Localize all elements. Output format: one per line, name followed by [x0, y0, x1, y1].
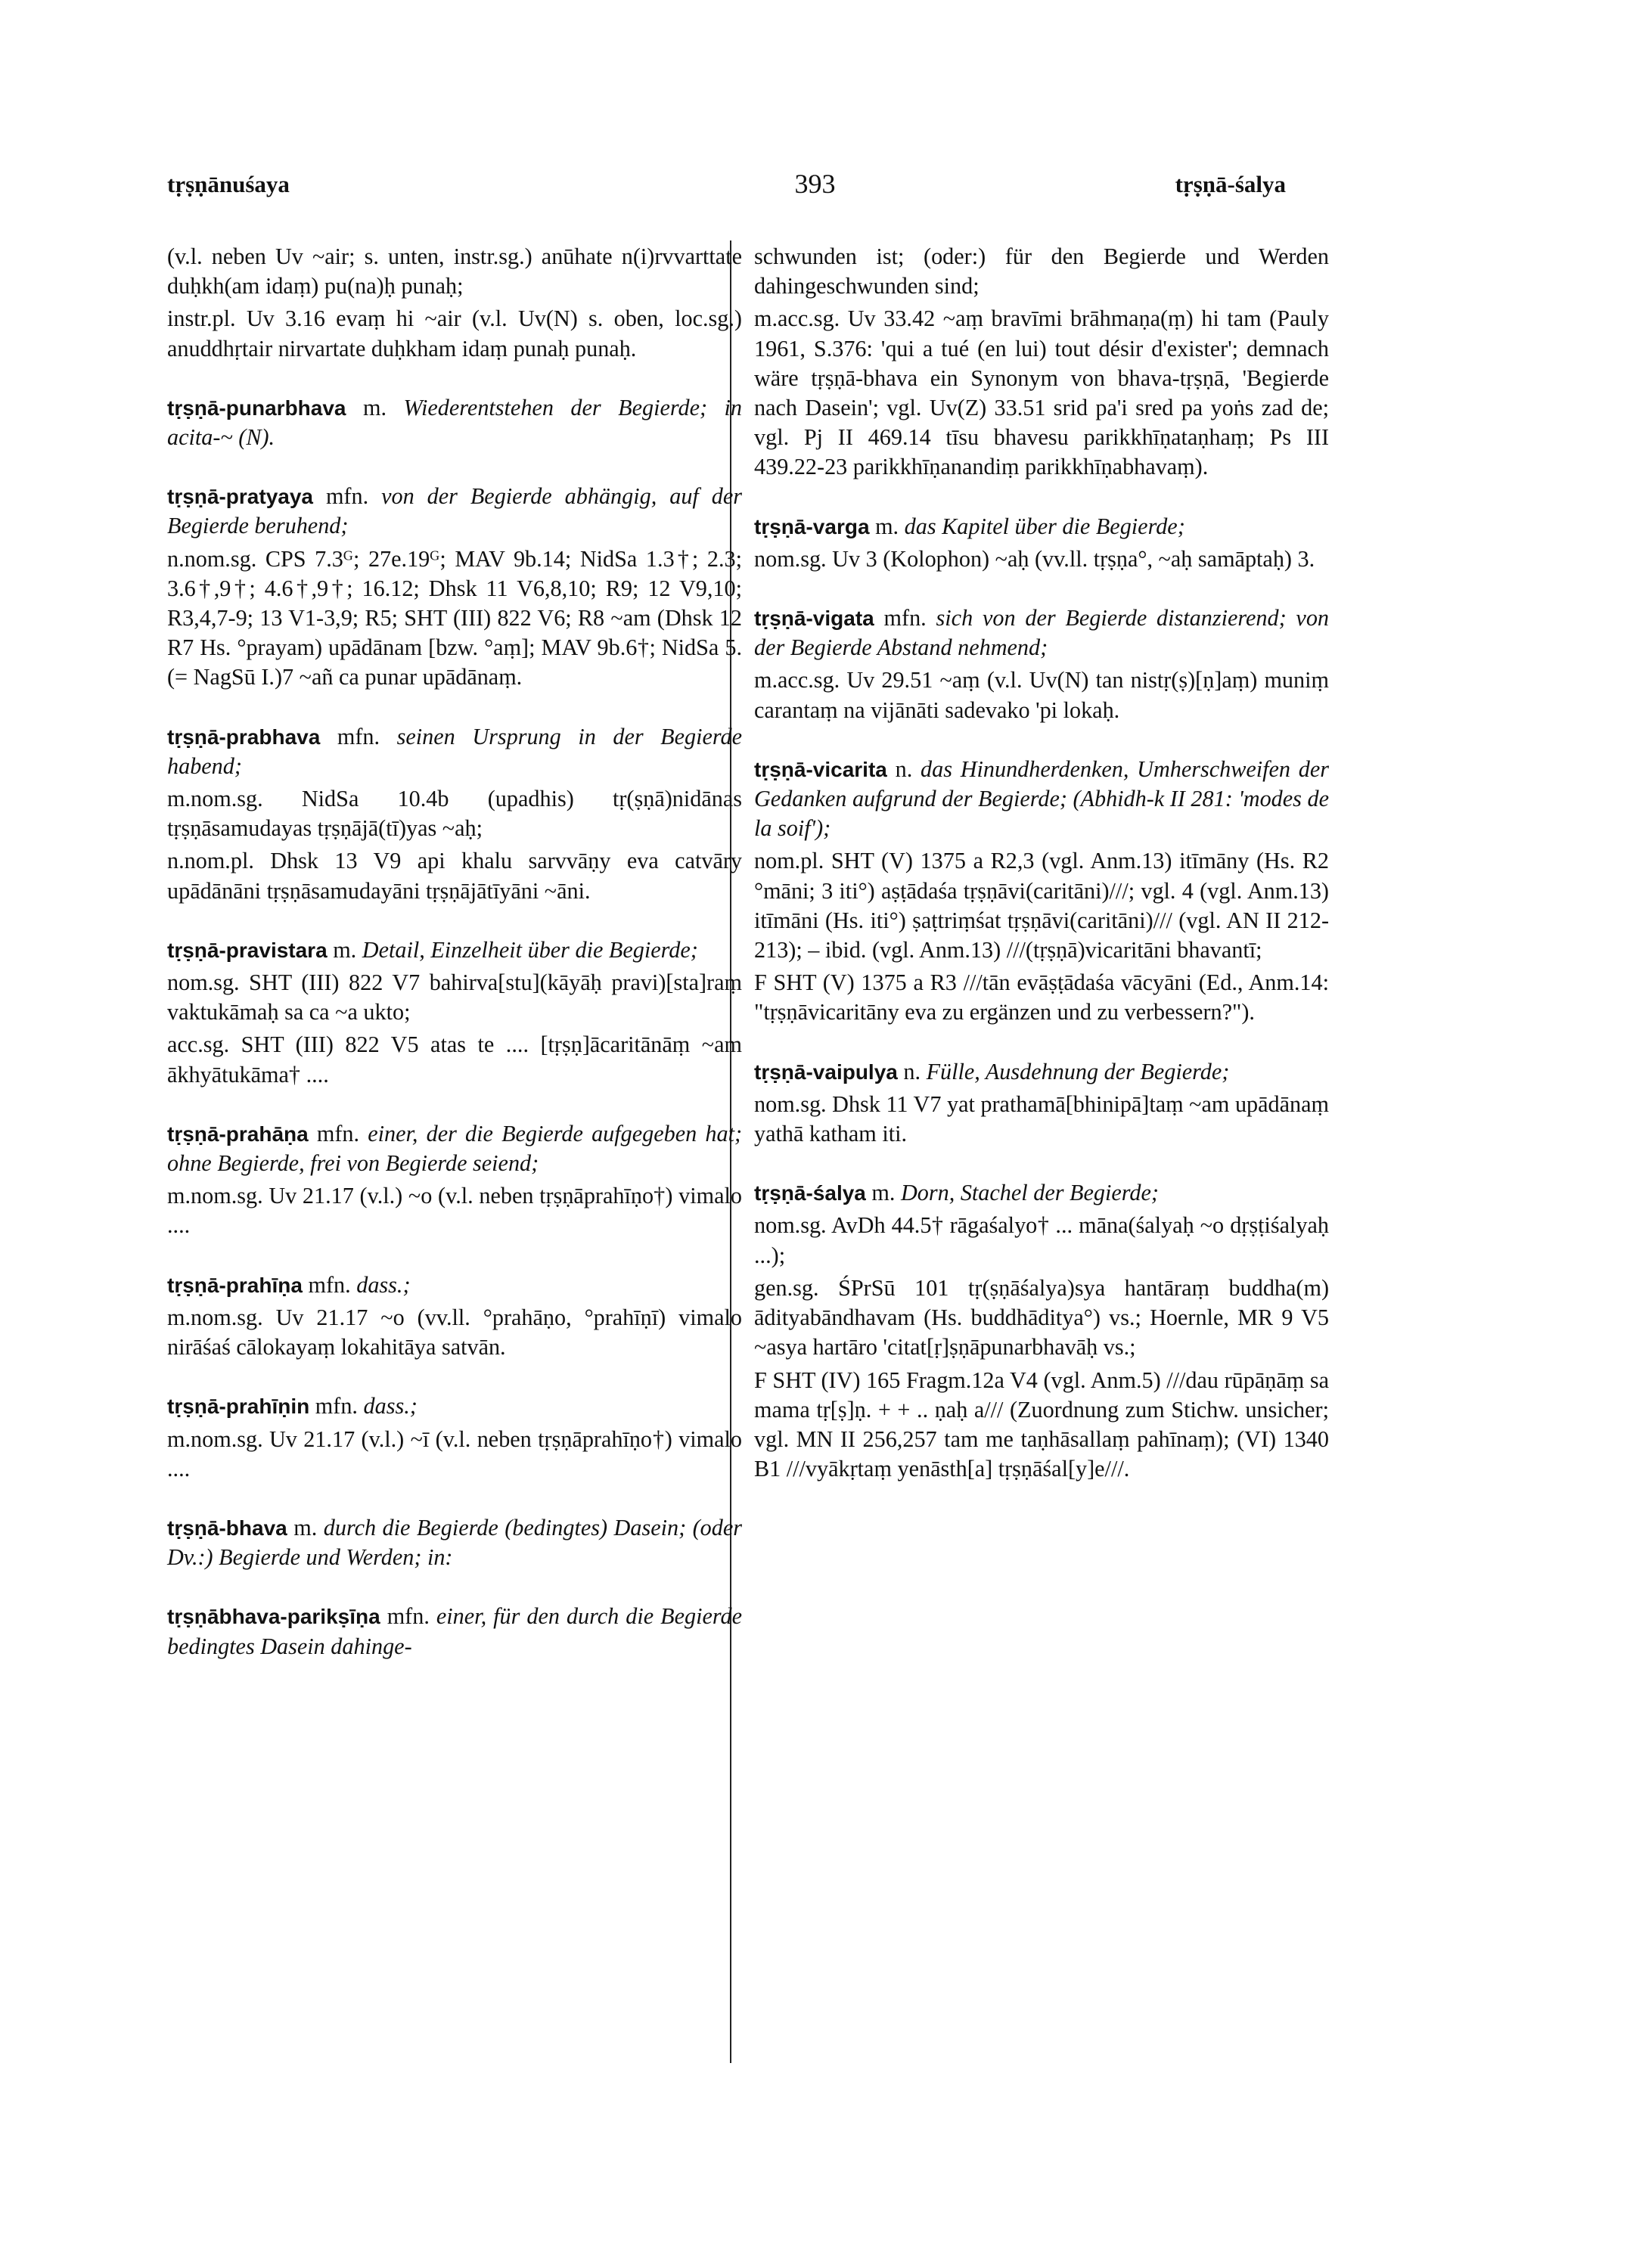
- citation-line: F SHT (IV) 165 Fragm.12a V4 (vgl. Anm.5) ///dau rūpāṇāṃ sa mama tṛ[ṣ]ṇ. + + .. ṇaḥ a/// (Zuordnung zum Stichw. unsicher; vgl. MN II 256,257 tam me taṇhāsallaṃ pahīnaṃ); (VI) 1340 B1 ///vyākṛtaṃ yenāsth[a] tṛṣṇāśal[y]e///.: [754, 1367, 1329, 1482]
- citation-line: m.nom.sg. NidSa 10.4b (upadhis) tṛ(ṣṇā)nidānas tṛṣṇāsamudayas tṛṣṇājā(tī)yas ~aḥ;: [167, 786, 742, 842]
- grammar-label: mfn.: [883, 605, 927, 631]
- definition: seinen Ursprung in der Begierde habend;: [167, 723, 743, 779]
- citation-line: nom.sg. SHT (III) 822 V7 bahirva[stu](kāyāḥ pravi)[sta]raṃ vaktukāmaḥ sa ca ~a ukto;: [167, 970, 742, 1025]
- running-head-right: tṛṣṇā-śalya: [1175, 171, 1286, 197]
- entry-head: [167, 393, 742, 452]
- entry-head: [167, 1513, 742, 1572]
- dictionary-entry: [167, 1392, 742, 1484]
- headword: tṛṣṇā-vaipulya: [754, 1060, 898, 1084]
- dictionary-entry: [167, 1513, 742, 1572]
- grammar-label: m.: [875, 513, 899, 539]
- grammar-label: n.: [895, 755, 913, 782]
- definition: dass.;: [363, 1393, 418, 1419]
- dictionary-entry: [167, 722, 742, 906]
- dictionary-entry: [167, 1271, 742, 1363]
- dictionary-entry: [754, 1178, 1329, 1484]
- citation-line: nom.sg. AvDh 44.5† rāgaśalyo† ... māna(śalyaḥ ~o dṛṣṭiśalyaḥ ...);: [754, 1212, 1329, 1268]
- right-column: [754, 242, 1329, 1513]
- headword: tṛṣṇā-prahīṇin: [167, 1395, 310, 1419]
- citation-line: n.nom.sg. CPS 7.3ᴳ; 27e.19ᴳ; MAV 9b.14; NidSa 1.3†; 2.3; 3.6†,9†; 4.6†,9†; 16.12; Dhsk 11 V6,8,10; R9; 12 V9,10; R3,4,7-9; 13 V1-3,9; R5; SHT (III) 822 V6; R8 ~am (Dhsk 12 R7 Hs. °prayam) upādānam [bzw. °aṃ]; MAV 9b.6†; NidSa 5.(= NagSū I.)7 ~añ ca punar upādānaṃ.: [167, 545, 742, 690]
- headword: tṛṣṇā-śalya: [754, 1181, 866, 1205]
- grammar-label: mfn.: [325, 483, 369, 510]
- dictionary-entry: [754, 603, 1329, 725]
- running-head-left: tṛṣṇānuśaya: [167, 171, 290, 197]
- definition: einer, der die Begierde aufgegeben hat; ohne Begierde, frei von Begierde seiend;: [167, 1120, 743, 1177]
- left-column: [167, 242, 742, 1691]
- grammar-label: m.: [871, 1180, 896, 1206]
- continued-line: (v.l. neben Uv ~air; s. unten, instr.sg.) anūhate n(i)rvvarttate duḥkh(am idaṃ) pu(na)ḥ punaḥ;: [167, 244, 742, 299]
- continued-line: instr.pl. Uv 3.16 evaṃ hi ~air (v.l. Uv(N) s. oben, loc.sg.) anuddhṛtair nirvartate duḥkham idaṃ punaḥ punaḥ.: [167, 306, 742, 361]
- dictionary-entry: [754, 512, 1329, 574]
- headword: tṛṣṇābhava-parikṣīṇa: [167, 1605, 380, 1629]
- headword: tṛṣṇā-punarbhava: [167, 396, 346, 420]
- definition: Detail, Einzelheit über die Begierde;: [362, 936, 698, 963]
- entry-head: [167, 1602, 742, 1661]
- grammar-label: m.: [293, 1514, 318, 1540]
- headword: tṛṣṇā-vigata: [754, 607, 874, 631]
- dictionary-entry: [167, 1119, 742, 1241]
- grammar-label: mfn.: [316, 1120, 360, 1146]
- dictionary-entry: [167, 393, 742, 452]
- dictionary-entry: [167, 482, 742, 692]
- citation-line: nom.sg. Dhsk 11 V7 yat prathamā[bhinipā]taṃ ~am upādānaṃ yathā katham iti.: [754, 1091, 1329, 1147]
- entry-head: [167, 722, 742, 781]
- definition: das Kapitel über die Begierde;: [904, 513, 1185, 539]
- grammar-label: n.: [903, 1058, 921, 1084]
- dictionary-entry: [167, 1602, 742, 1661]
- citation-line: m.nom.sg. Uv 21.17 (v.l.) ~o (v.l. neben tṛṣṇāprahīṇo†) vimalo ....: [167, 1183, 742, 1239]
- definition: dass.;: [356, 1271, 411, 1298]
- grammar-label: mfn.: [315, 1393, 358, 1419]
- definition: sich von der Begierde distanzierend; von der Begierde Abstand nehmend;: [754, 605, 1330, 661]
- grammar-label: m.: [333, 936, 357, 963]
- grammar-label: mfn.: [337, 723, 380, 749]
- citation-line: n.nom.pl. Dhsk 13 V9 api khalu sarvvāṇy eva catvāry upādānāni tṛṣṇāsamudayāni tṛṣṇājātīyāni ~āni.: [167, 848, 742, 904]
- headword: tṛṣṇā-pratyaya: [167, 485, 313, 509]
- dictionary-entry: [754, 1057, 1329, 1150]
- definition: Wiederentstehen der Begierde; in acita-~ (N).: [167, 394, 743, 451]
- continued-entry: [167, 242, 742, 364]
- definition: Dorn, Stachel der Begierde;: [901, 1180, 1159, 1206]
- citation-line: m.acc.sg. Uv 29.51 ~aṃ (v.l. Uv(N) tan nistṛ(ṣ)[ṇ]aṃ) muniṃ carantaṃ na vijānāti sadevako 'pi lokaḥ.: [754, 667, 1329, 723]
- entry-head: [167, 482, 742, 541]
- citation-line: nom.sg. Uv 3 (Kolophon) ~aḥ (vv.ll. tṛṣṇa°, ~aḥ samāptaḥ) 3.: [754, 545, 1315, 572]
- definition: durch die Begierde (bedingtes) Dasein; (oder Dv.:) Begierde und Werden; in:: [167, 1514, 743, 1571]
- entry-head: [167, 1271, 742, 1300]
- headword: tṛṣṇā-prahīṇa: [167, 1273, 303, 1297]
- definition: von der Begierde abhängig, auf der Begierde beruhend;: [167, 483, 742, 539]
- continued-entry: [754, 242, 1329, 482]
- citation-line: m.nom.sg. Uv 21.17 ~o (vv.ll. °prahāṇo, °prahīṇī) vimalo nirāśaś cālokayaṃ lokahitāya satvān.: [167, 1304, 742, 1360]
- entry-head: [754, 755, 1329, 844]
- grammar-label: mfn.: [387, 1603, 430, 1630]
- citation-line: nom.pl. SHT (V) 1375 a R2,3 (vgl. Anm.13) itīmāny (Hs. R2 °māni; 3 iti°) aṣṭādaśa tṛṣṇāvi(caritāni)///; vgl. 4 (vgl. Anm.13) itīmāni (Hs. iti°) ṣaṭtriṃśat tṛṣṇāvi(caritāni)/// (vgl. AN II 212-213); – ibid. (vgl. Anm.13) ///(tṛṣṇā)vicaritāni bhavantī;: [754, 848, 1329, 963]
- citation-line: gen.sg. ŚPrSū 101 tṛ(ṣṇāśalya)sya hantāraṃ buddha(m) ādityabāndhavam (Hs. buddhāditya°) vs.; Hoernle, MR 9 V5 ~asya hartāro 'citat[ṛ]ṣṇāpunarbhavāḥ vs.;: [754, 1274, 1329, 1360]
- continued-line: schwunden ist; (oder:) für den Begierde und Werden dahingeschwunden sind;: [754, 244, 1329, 299]
- headword: tṛṣṇā-pravistara: [167, 938, 328, 962]
- dictionary-entry: [754, 755, 1329, 1028]
- entry-head: [754, 1057, 1329, 1087]
- entry-head: [754, 603, 1329, 662]
- dictionary-entry: [167, 935, 742, 1090]
- citation-line: m.nom.sg. Uv 21.17 (v.l.) ~ī (v.l. neben tṛṣṇāprahīṇo†) vimalo ....: [167, 1426, 742, 1481]
- definition: einer, für den durch die Begierde bedingtes Dasein dahinge-: [167, 1603, 742, 1659]
- entry-head: [167, 1392, 742, 1421]
- definition: Fülle, Ausdehnung der Begierde;: [926, 1058, 1230, 1084]
- continued-line: m.acc.sg. Uv 33.42 ~aṃ bravīmi brāhmaṇa(ṃ) hi tam (Pauly 1961, S.376: 'qui a tué (en lui) tout désir d'exister'; demnach wäre tṛṣṇā-bhava ein Synonym von bhava-tṛṣṇā, 'Begierde nach Dasein'; vgl. Uv(Z) 33.51 srid pa'i sred pa yoṅs zad de; vgl. Pj II 469.14 tīsu bhavesu parikkhīṇataṇhaṃ; Ps III 439.22-23 parikkhīṇanandiṃ parikkhīṇabhavaṃ).: [754, 306, 1329, 480]
- entry-list: [754, 512, 1329, 1485]
- headword: tṛṣṇā-varga: [754, 514, 870, 538]
- entry-list: [167, 393, 742, 1661]
- headword: tṛṣṇā-prahāṇa: [167, 1122, 309, 1146]
- entry-head: [754, 1178, 1329, 1208]
- grammar-label: m.: [363, 394, 387, 420]
- grammar-label: mfn.: [308, 1271, 351, 1298]
- page-number: 393: [794, 169, 836, 199]
- headword: tṛṣṇā-bhava: [167, 1516, 287, 1540]
- citation-line: acc.sg. SHT (III) 822 V5 atas te .... [tṛṣṇ]ācaritānāṃ ~am ākhyātukāma† ....: [167, 1032, 742, 1087]
- entry-head: [754, 512, 1329, 541]
- headword: tṛṣṇā-vicarita: [754, 757, 887, 781]
- entry-head: [167, 1119, 742, 1178]
- citation-line: F SHT (V) 1375 a R3 ///tān evāṣṭādaśa vācyāni (Ed., Anm.14: "tṛṣṇāvicaritāny eva zu ergänzen und zu verbessern?").: [754, 970, 1329, 1025]
- headword: tṛṣṇā-prabhava: [167, 724, 321, 749]
- definition: das Hinundherdenken, Umherschweifen der Gedanken aufgrund der Begierde; (Abhidh-k II 281: 'modes de la soif');: [754, 755, 1330, 842]
- entry-head: [167, 935, 742, 965]
